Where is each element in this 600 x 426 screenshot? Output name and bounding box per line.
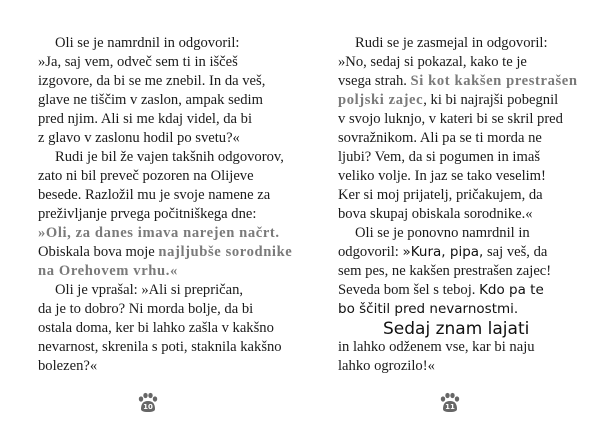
right-page bbox=[338, 34, 600, 376]
text-segment: nevarnost, skrenila s poti, staknila kakšno bbox=[38, 339, 282, 355]
text-segment: Oli je vprašal: »Ali si prepričan, bbox=[55, 282, 244, 298]
text-line bbox=[38, 205, 328, 224]
text-segment: izgovore, da bi se me znebil. In da veš, bbox=[38, 73, 266, 89]
text-line bbox=[38, 53, 328, 72]
text-segment: bova skupaj obiskala sorodnike.« bbox=[338, 206, 533, 222]
text-line bbox=[338, 338, 600, 357]
left-page bbox=[38, 34, 328, 376]
text-segment: Ker si moj prijatelj, pričakujem, da bbox=[338, 187, 543, 203]
text-segment: ljubi? Vem, da si pogumen in imaš bbox=[338, 149, 540, 165]
text-segment: odgovoril: bbox=[338, 244, 403, 260]
paw-page-number-left bbox=[137, 392, 159, 414]
text-segment: Oli se je ponovno namrdnil in bbox=[355, 225, 530, 241]
text-line bbox=[38, 148, 328, 167]
stylized-gray-text: poljski zajec bbox=[338, 92, 424, 108]
text-line bbox=[38, 91, 328, 110]
handwritten-text: Kdo pa te bbox=[479, 282, 544, 298]
text-line bbox=[338, 148, 600, 167]
text-segment: , ki bi najrajši pobegnil bbox=[423, 92, 559, 108]
text-segment: preživljanje prvega počitniškega dne: bbox=[38, 206, 257, 222]
text-segment: saj veš, da bbox=[483, 244, 548, 260]
text-segment: da je to dobro? Ni morda bolje, da bi bbox=[38, 301, 254, 317]
page-number: 10 bbox=[143, 403, 153, 411]
text-line bbox=[38, 167, 328, 186]
text-line bbox=[38, 319, 328, 338]
text-line bbox=[338, 167, 600, 186]
text-line bbox=[338, 319, 600, 338]
text-line bbox=[38, 72, 328, 91]
text-line bbox=[338, 300, 600, 319]
text-line bbox=[38, 300, 328, 319]
text-segment: v svojo luknjo, v kateri bi se skril pred bbox=[338, 111, 563, 127]
page-number: 11 bbox=[445, 403, 455, 411]
text-segment: Rudi je bil že vajen takšnih odgovorov, bbox=[55, 149, 284, 165]
text-segment: bolezen?« bbox=[38, 358, 98, 374]
text-segment: vsega strah. bbox=[338, 73, 411, 89]
text-segment: »Ja, saj vem, odveč sem ti in iščeš bbox=[38, 54, 238, 70]
text-line bbox=[38, 338, 328, 357]
text-segment: Oli se je namrdnil in odgovoril: bbox=[55, 35, 240, 51]
text-line bbox=[338, 72, 600, 91]
paw-page-number-right bbox=[439, 392, 461, 414]
text-segment: Seveda bom šel s teboj. bbox=[338, 282, 480, 298]
text-segment: Rudi se je zasmejal in odgovoril: bbox=[355, 35, 548, 51]
stylized-gray-text: Si kot kakšen prestrašen bbox=[410, 73, 578, 89]
text-line bbox=[338, 53, 600, 72]
text-segment: sovražnikom. Ali pa se ti morda ne bbox=[338, 130, 542, 146]
text-line bbox=[338, 243, 600, 262]
text-segment: lahko ogrozilo!« bbox=[338, 358, 435, 374]
text-segment: »No, sedaj si pokazal, kako te je bbox=[338, 54, 527, 70]
text-line bbox=[338, 186, 600, 205]
text-segment: glave ne tiščim v zaslon, ampak sedim bbox=[38, 92, 263, 108]
text-line bbox=[338, 224, 600, 243]
handwritten-text: bo ščitil pred nevarnostmi. bbox=[338, 301, 519, 317]
text-line bbox=[38, 243, 328, 262]
text-line bbox=[38, 281, 328, 300]
text-segment: zato ni bil preveč pozoren na Olijeve bbox=[38, 168, 254, 184]
text-line bbox=[338, 110, 600, 129]
text-segment: sem pes, ne kakšen prestrašen zajec! bbox=[338, 263, 552, 279]
text-segment: pred njim. Ali si me kdaj videl, da bi bbox=[38, 111, 253, 127]
text-line bbox=[338, 281, 600, 300]
text-line bbox=[38, 186, 328, 205]
stylized-gray-text: »Oli, za danes imava narejen načrt. bbox=[38, 225, 280, 241]
text-line bbox=[38, 110, 328, 129]
text-segment: ostala doma, ker bi lahko zašla v kakšno bbox=[38, 320, 274, 336]
text-segment: z glavo v zaslonu hodil po svetu?« bbox=[38, 130, 240, 146]
text-line bbox=[338, 34, 600, 53]
text-line bbox=[338, 205, 600, 224]
text-segment: Obiskala bova moje bbox=[38, 244, 159, 260]
text-line bbox=[38, 129, 328, 148]
handwritten-text: Sedaj znam lajati bbox=[383, 319, 530, 339]
text-line bbox=[338, 357, 600, 376]
text-line bbox=[38, 224, 328, 243]
text-line bbox=[338, 129, 600, 148]
stylized-gray-text: na Orehovem vrhu.« bbox=[38, 263, 178, 279]
text-line bbox=[338, 262, 600, 281]
text-line bbox=[338, 91, 600, 110]
text-segment: besede. Razložil mu je svoje namene za bbox=[38, 187, 271, 203]
text-segment: veliko volje. In jaz se tako veselim! bbox=[338, 168, 546, 184]
text-segment: in lahko odženem vse, kar bi naju bbox=[338, 339, 535, 355]
text-line bbox=[38, 262, 328, 281]
handwritten-text: »Kura, pipa, bbox=[402, 244, 484, 260]
text-line bbox=[38, 34, 328, 53]
stylized-gray-text: najljubše sorodnike bbox=[158, 244, 293, 260]
text-line bbox=[38, 357, 328, 376]
